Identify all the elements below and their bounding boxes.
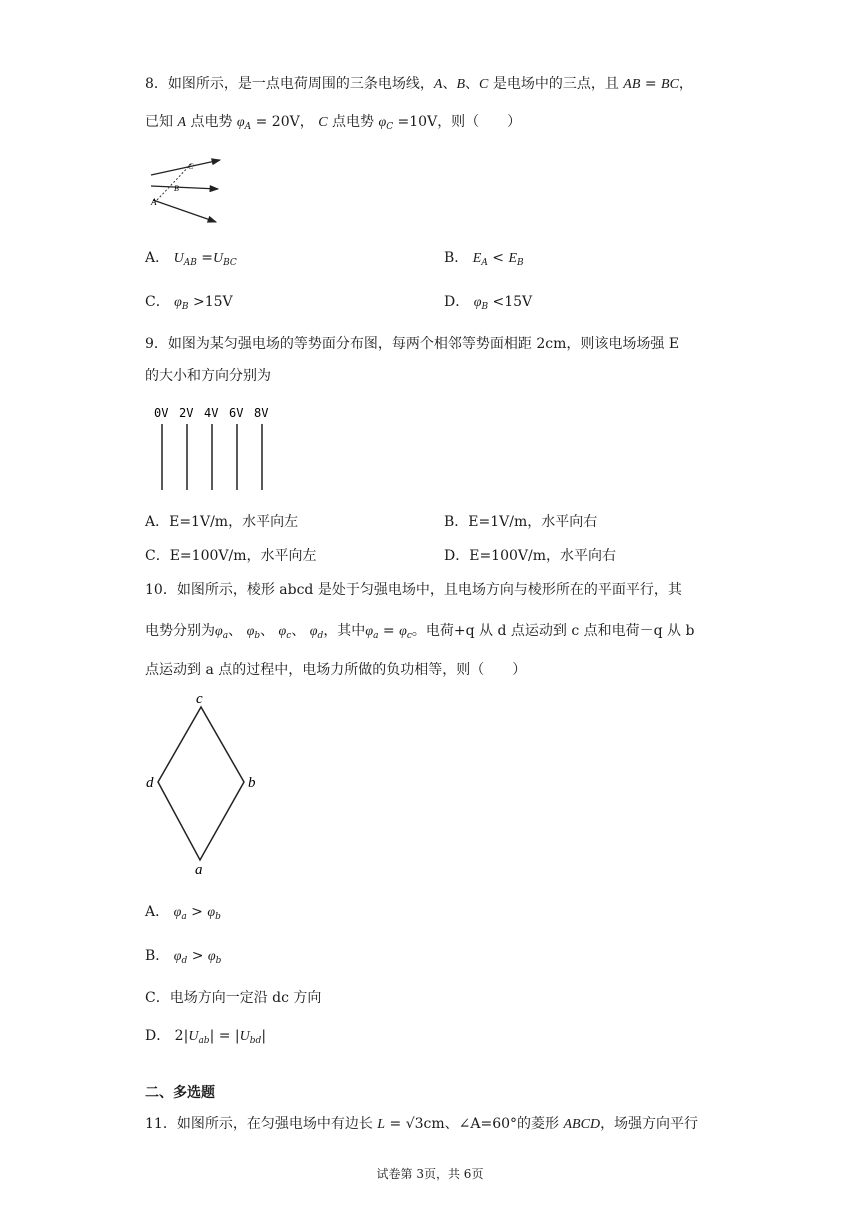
sub: B	[517, 258, 524, 268]
q11-text: 11．如图所示，在匀强电场中有边长	[145, 1116, 373, 1132]
q8-option-c[interactable]	[145, 292, 233, 317]
q8-option-b[interactable]	[444, 248, 524, 273]
q8-label-a: A	[151, 197, 157, 207]
sub: B	[181, 302, 189, 312]
expr-rest: >15V	[188, 294, 233, 310]
q11-text-3: ，场强方向平行	[600, 1116, 699, 1132]
q10-line2: 电势分别为$\varphi_a$、 $\varphi_b$、 $\varphi_c$、 $\varphi_d$，其中$\varphi_a = \varphi_c$。电荷+q 从 d 点运动到 c 点和电荷－q 从 b	[145, 623, 695, 641]
expr: E	[508, 251, 518, 266]
q10-text-3: 。电荷+q 从 d 点运动到 c 点和电荷－q 从 b	[411, 623, 695, 639]
q8-option-d[interactable]	[444, 292, 532, 317]
q11-text-2: 、∠A=60°的菱形	[444, 1116, 560, 1132]
q10-option-d[interactable]: D． $2|U_{ab}| = |U_{bd}|$	[145, 1028, 267, 1046]
option-text: 电场方向一定沿 dc 方向	[169, 990, 322, 1006]
phi: φ	[174, 295, 182, 310]
q10-line1: 10．如图所示，棱形 abcd 是处于匀强电场中，且电场方向与棱形所在的平面平行，其	[145, 582, 682, 598]
q8-text-6: ，则（ ）	[437, 114, 522, 130]
q8-option-a[interactable]	[145, 248, 237, 273]
section-title: 二、多选题	[145, 1085, 215, 1101]
option-letter: B．	[444, 250, 469, 266]
q10-vertex-c: c	[196, 691, 203, 707]
q10-vertex-d: d	[146, 775, 154, 791]
q8-label-b: B	[174, 184, 179, 193]
option-letter: A．	[145, 904, 170, 920]
option-letter: B．	[145, 948, 170, 964]
q8-text: 8．如图所示，是一点电荷周围的三条电场线，	[145, 76, 434, 92]
sub: AB	[183, 258, 197, 268]
expr: U	[173, 251, 184, 266]
option-letter: D．	[145, 1028, 171, 1044]
op: <	[492, 250, 504, 266]
q8-line1: 8．如图所示，是一点电荷周围的三条电场线，A、B、C 是电场中的三点，且 AB = BC，	[145, 76, 693, 92]
q9-option-c[interactable]: C．E=100V/m，水平向左	[145, 548, 317, 564]
q9-label-0v: 0V	[154, 406, 169, 420]
option-letter: D．	[444, 294, 470, 310]
sub: B	[481, 302, 489, 312]
q8-text-2: 是电场中的三点，且	[492, 76, 619, 92]
q9-line1: 9．如图为某匀强电场的等势面分布图，每两个相邻等势面相距 2cm，则该电场场强 E	[145, 336, 680, 352]
q8-field-lines-figure	[148, 155, 228, 227]
q10-text-2: ，其中	[323, 623, 366, 639]
q8-label-c: C	[188, 162, 194, 171]
q8-text-3: 已知	[145, 114, 173, 130]
op: =	[201, 250, 214, 266]
q11-line1: 11．如图所示，在匀强电场中有边长 L = √3cm、∠A=60°的菱形 ABCD，场强方向平行	[145, 1116, 699, 1132]
q10-vertex-b: b	[248, 775, 256, 791]
phi: φ	[473, 295, 482, 310]
expr: U	[213, 251, 224, 266]
q9-label-8v: 8V	[254, 406, 269, 420]
q9-label-4v: 4V	[204, 406, 219, 420]
q9-line2: 的大小和方向分别为	[145, 368, 271, 384]
q9-label-6v: 6V	[229, 406, 244, 420]
q10-option-b[interactable]: B． $\varphi_d > \varphi_b$	[145, 948, 222, 966]
page-footer: 试卷第 3页，共 6页	[376, 1167, 484, 1181]
expr-rest: <15V	[488, 294, 533, 310]
sub: A	[481, 258, 488, 268]
q9-option-d[interactable]: D．E=100V/m，水平向右	[444, 548, 616, 564]
q10-option-c[interactable]	[145, 988, 321, 1008]
option-letter: C．	[145, 990, 170, 1006]
q8-text-4: 点电势	[190, 114, 233, 130]
q10-line3: 点运动到 a 点的过程中，电场力所做的负功相等，则（ ）	[145, 662, 527, 678]
q8-text-5: 点电势	[331, 114, 374, 130]
q10-text: 电势分别为	[145, 623, 215, 639]
expr: E	[472, 251, 482, 266]
q9-option-b[interactable]: B．E=1V/m，水平向右	[444, 514, 598, 530]
q9-equipotential-figure	[150, 404, 275, 494]
option-letter: A．	[145, 250, 170, 266]
option-letter: C．	[145, 294, 170, 310]
q8-line2: 已知 A 点电势 $\varphi_A = 20V$， C 点电势 $\varphi_C =10V$，则（ ）	[145, 114, 522, 132]
sub: BC	[223, 258, 237, 268]
q10-vertex-a: a	[195, 862, 203, 878]
q9-option-a[interactable]: A．E=1V/m，水平向左	[145, 514, 299, 530]
q9-label-2v: 2V	[179, 406, 194, 420]
q10-option-a[interactable]: A． $\varphi_a > \varphi_b$	[145, 904, 221, 922]
q10-rhombus-figure	[140, 690, 270, 880]
